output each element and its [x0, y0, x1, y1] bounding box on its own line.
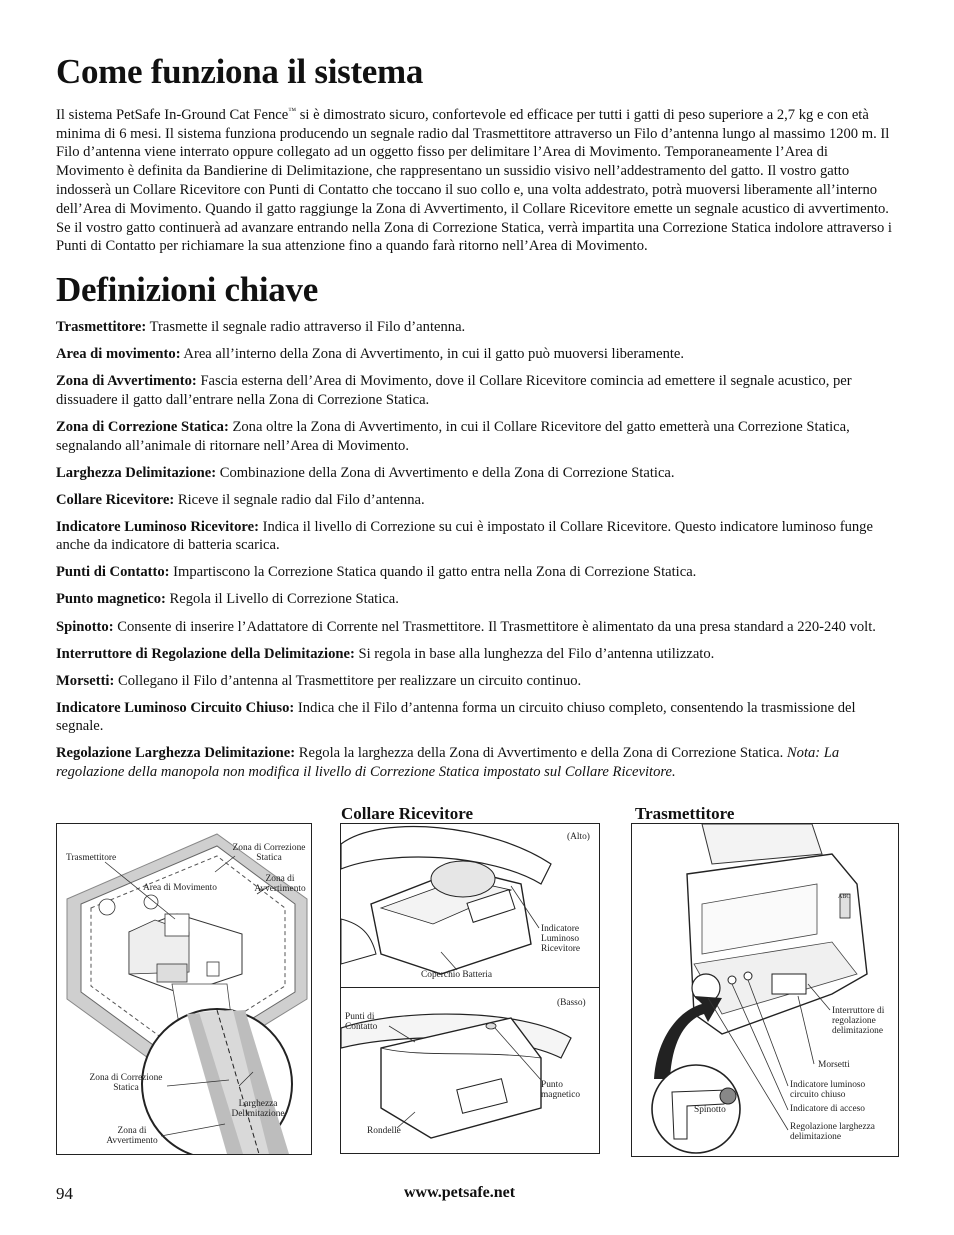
definition-note: Nota: La regolazione della manopola non modifica il livello di Correzione Statica impostato sul Collare Ricevitore.: [56, 745, 840, 780]
definition-term: Interruttore di Regolazione della Delimitazione:: [56, 645, 355, 662]
label-zona-correzione-bottom: Zona di Correzione Statica: [89, 1073, 163, 1093]
definition-term: Regolazione Larghezza Delimitazione:: [56, 745, 296, 762]
definition-item: [56, 491, 898, 510]
definition-text: Regola il Livello di Correzione Statica.: [165, 591, 399, 608]
definition-text: Regola la larghezza della Zona di Avvertimento e della Zona di Correzione Statica.: [295, 745, 787, 762]
definition-term: Area di movimento:: [56, 346, 181, 363]
yard-diagram-panel: [56, 823, 312, 1155]
label-indicatore-acceso: Indicatore di acceso: [790, 1104, 865, 1114]
definition-item: [56, 464, 898, 483]
definition-item: [56, 518, 898, 555]
page-content: [56, 50, 898, 790]
definition-item: [56, 418, 898, 455]
label-indicatore-ricevitore: Indicatore Luminoso Ricevitore: [541, 924, 581, 954]
definition-item: [56, 318, 898, 337]
label-basso: (Basso): [557, 998, 586, 1008]
collar-bottom-panel: [340, 987, 600, 1154]
label-punto-magnetico: Punto magnetico: [541, 1080, 581, 1100]
definition-term: Trasmettitore:: [56, 319, 147, 336]
definition-item: [56, 372, 898, 409]
label-interruttore: Interruttore di regolazione delimitazione: [832, 1006, 885, 1036]
definition-term: Indicatore Luminoso Circuito Chiuso:: [56, 699, 295, 716]
definition-text: Trasmette il segnale radio attraverso il Filo d’antenna.: [146, 319, 466, 336]
switch-marks: ABC: [838, 894, 851, 900]
definition-text: Impartiscono la Correzione Statica quando il gatto entra nella Zona di Correzione Statica.: [169, 564, 697, 581]
label-larghezza: Larghezza Delimitazione: [231, 1099, 285, 1119]
definition-text: Collegano il Filo d’antenna al Trasmettitore per realizzare un circuito continuo.: [114, 672, 582, 689]
label-zona-avvertimento-bottom: Zona di Avvertimento: [106, 1126, 158, 1146]
definition-text: Consente di inserire l’Adattatore di Corrente nel Trasmettitore. Il Trasmettitore è alimentato da una presa standard a 220-240 volt.: [113, 618, 876, 635]
label-coperchio-batteria: Coperchio Batteria: [421, 970, 493, 980]
definition-item: [56, 672, 898, 691]
definition-term: Punti di Contatto:: [56, 564, 170, 581]
page-title: Come funziona il sistema: [56, 52, 424, 91]
collar-figure-heading: Collare Ricevitore: [341, 804, 474, 823]
label-spinotto: Spinotto: [694, 1105, 726, 1115]
definition-text: Zona oltre la Zona di Avvertimento, in cui il Collare Ricevitore del gatto emetterà una Correzione Statica, segnalando all’animale di ritornare nell’Area di Movimento.: [56, 419, 850, 454]
definition-text: Indica il livello di Correzione su cui è impostato il Collare Ricevitore. Questo indicatore luminoso funge anche da indicatore di batteria scarica.: [56, 518, 873, 554]
definition-text: Indica che il Filo d’antenna forma un circuito chiuso completo, consentendo la trasmissione del segnale.: [56, 699, 856, 735]
footer-url: www.petsafe.net: [404, 1184, 516, 1201]
intro-part2: si è dimostrato sicuro, confortevole ed efficace per tutti i gatti di peso superiore a 2,7 kg e con età minima di 6 mesi. Il sistema funziona producendo un segnale radio dal Trasmettitore attraverso un Filo d’antenna lungo al massimo 1200 m. Il Filo d’antenna viene interrato oppure collegato ad un oggetto fisso per delimitare l’Area di Movimento. Temporaneamente l’Area di Movimento è definita da Bandierine di Delimitazione, che rappresentano un sussidio visivo nell’addestramento del gatto. Il vostro gatto indosserà un Collare Ricevitore con Punti di Contatto che toccano il suo collo e, una volta addestrato, potrà muoversi liberamente all’interno dell’Area di Movimento. Quando il gatto raggiunge la Zona di Avvertimento, il Collare Ricevitore emette un segnale acustico di avvertimento. Se il vostro gatto continuerà ad avanzare entrando nella Zona di Correzione Statica, verrà impartita una Correzione Statica indolore attraverso i Punti di Contatto per richiamare la sua attenzione fino a quando farà ritorno nell’Area di Movimento.: [56, 106, 892, 255]
intro-paragraph: [56, 102, 898, 256]
label-zona-correzione-top: Zona di Correzione Statica: [232, 843, 306, 863]
definition-term: Zona di Correzione Statica:: [56, 419, 229, 436]
transmitter-panel: [631, 823, 899, 1157]
label-morsetti: Morsetti: [818, 1060, 850, 1070]
definition-term: Zona di Avvertimento:: [56, 373, 197, 390]
definition-text: Riceve il segnale radio dal Filo d’antenna.: [174, 491, 425, 508]
definition-text: Combinazione della Zona di Avvertimento e della Zona di Correzione Statica.: [216, 464, 675, 481]
label-regolazione: Regolazione larghezza delimitazione: [790, 1122, 875, 1142]
definition-term: Indicatore Luminoso Ricevitore:: [56, 518, 259, 535]
definition-term: Spinotto:: [56, 618, 114, 635]
transmitter-figure-heading: Trasmettitore: [635, 804, 735, 823]
definition-text: Area all’interno della Zona di Avvertimento, in cui il gatto può muoversi liberamente.: [180, 346, 685, 363]
intro-part1: Il sistema PetSafe In-Ground Cat Fence: [56, 106, 289, 123]
definition-item: [56, 590, 898, 609]
label-circuito-chiuso: Indicatore luminoso circuito chiuso: [790, 1080, 866, 1100]
definition-item: [56, 563, 898, 582]
definition-item: [56, 618, 898, 637]
definition-term: Morsetti:: [56, 672, 115, 689]
label-rondelle: Rondelle: [367, 1126, 401, 1136]
definition-item: [56, 645, 898, 664]
label-punti-contatto: Punti di Contatto: [345, 1012, 378, 1032]
definition-term: Punto magnetico:: [56, 591, 166, 608]
label-trasmettitore-yard: Trasmettitore: [66, 853, 117, 863]
section-title-definitions: Definizioni chiave: [56, 270, 318, 310]
trademark-mark: ™: [288, 106, 297, 115]
definition-term: Collare Ricevitore:: [56, 491, 175, 508]
page-number: 94: [56, 1184, 73, 1203]
definition-item: [56, 345, 898, 364]
collar-top-panel: [340, 823, 600, 990]
definition-item: [56, 699, 898, 736]
definition-item: [56, 744, 898, 781]
collar-top-illustration: [341, 824, 599, 989]
label-zona-avvertimento-top: Zona di Avvertimento: [254, 874, 306, 894]
definition-text: Fascia esterna dell’Area di Movimento, dove il Collare Ricevitore comincia ad emettere il segnale acustico, per dissuadere il gatto dall’entrare nella Zona di Correzione Statica.: [56, 373, 852, 408]
definition-term: Larghezza Delimitazione:: [56, 464, 217, 481]
definitions-list: [56, 318, 898, 781]
label-area-movimento: Area di Movimento: [143, 883, 217, 893]
label-alto: (Alto): [567, 832, 590, 842]
definition-text: Si regola in base alla lunghezza del Filo d’antenna utilizzato.: [354, 645, 715, 662]
